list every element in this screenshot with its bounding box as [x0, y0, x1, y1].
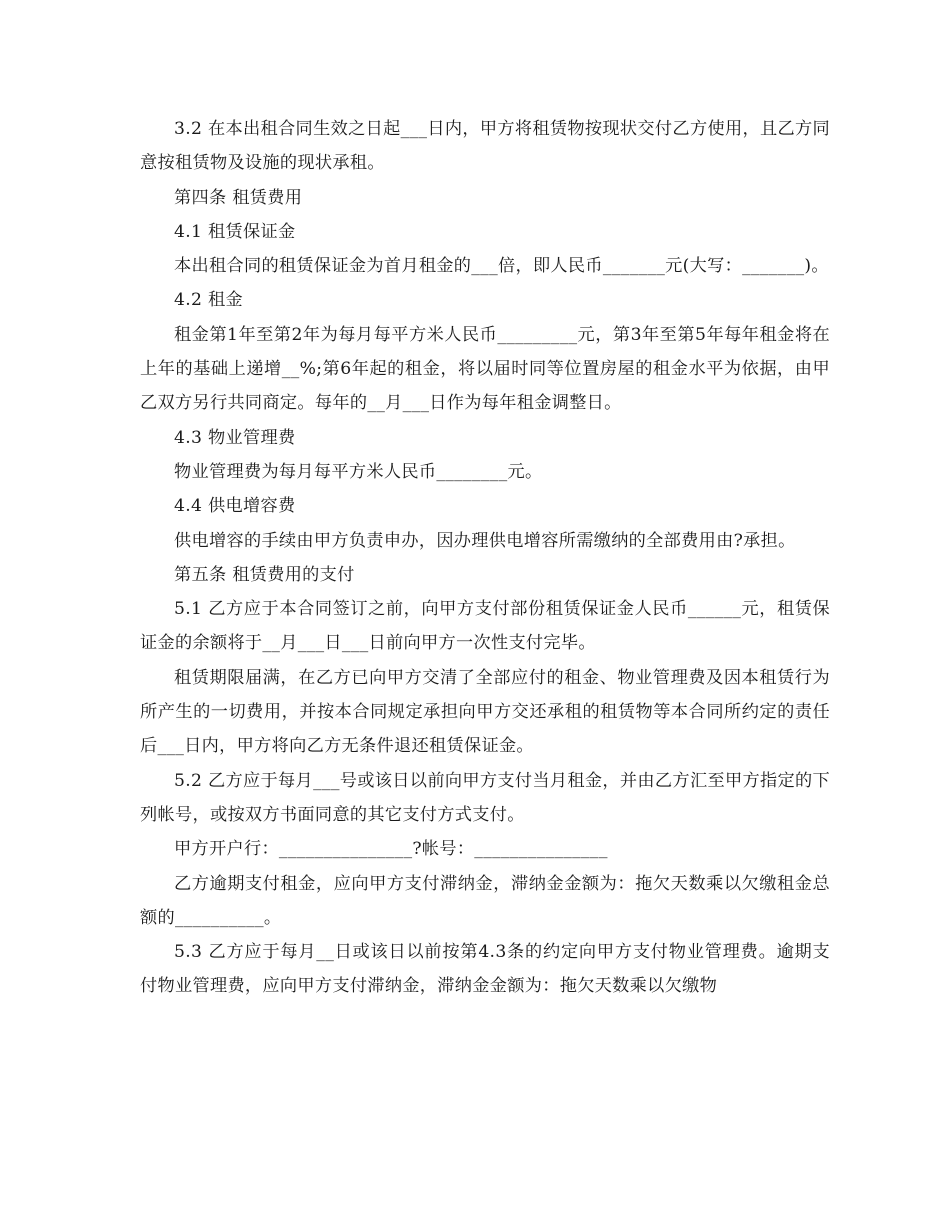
clause-5-1: 5.1 乙方应于本合同签订之前，向甲方支付部份租赁保证金人民币______元，租赁保证金的余额将于__月___日___日前向甲方一次性支付完毕。: [140, 599, 830, 654]
clause-4-3-heading: 4.3 物业管理费: [174, 427, 296, 448]
clause-4-4-text: 供电增容的手续由甲方负责申办，因办理供电增容所需缴纳的全部费用由?承担。: [174, 530, 796, 551]
clause-5-2: 5.2 乙方应于每月___号或该日以前向甲方支付当月租金，并由乙方汇至甲方指定的下列帐号，或按双方书面同意的其它支付方式支付。: [140, 770, 830, 825]
clause-5-3: 5.3 乙方应于每月__日或该日以前按第4.3条的约定向甲方支付物业管理费。逾期支付物业管理费，应向甲方支付滞纳金，滞纳金金额为：拖欠天数乘以欠缴物: [140, 942, 830, 997]
clause-4-1-text: 本出租合同的租赁保证金为首月租金的___倍，即人民币_______元(大写：_______)。: [174, 256, 829, 277]
article-5-heading: 第五条 租赁费用的支付: [174, 564, 355, 585]
clause-3-2: 3.2 在本出租合同生效之日起___日内，甲方将租赁物按现状交付乙方使用，且乙方同意按租赁物及设施的现状承租。: [140, 119, 830, 174]
late-rent-penalty-paragraph: 乙方逾期支付租金，应向甲方支付滞纳金，滞纳金金额为：拖欠天数乘以欠缴租金总额的__________。: [140, 873, 830, 928]
clause-4-2-heading: 4.2 租金: [174, 290, 243, 311]
document-page: [140, 112, 830, 1004]
bank-account-line: 甲方开户行：_______________?帐号：_______________: [174, 839, 608, 860]
clause-4-1-heading: 4.1 租赁保证金: [174, 221, 296, 242]
clause-4-4-heading: 4.4 供电增容费: [174, 496, 296, 517]
deposit-refund-paragraph: 租赁期限届满，在乙方已向甲方交清了全部应付的租金、物业管理费及因本租赁行为所产生的一切费用，并按本合同规定承担向甲方交还承租的租赁物等本合同所约定的责任后___日内，甲方将向乙方无条件退还租赁保证金。: [140, 667, 830, 757]
clause-4-2-text: 租金第1年至第2年为每月每平方米人民币_________元，第3年至第5年每年租金将在上年的基础上递增__%;第6年起的租金，将以届时同等位置房屋的租金水平为依据，由甲乙双方另行共同商定。每年的__月___日作为每年租金调整日。: [140, 324, 830, 414]
article-4-heading: 第四条 租赁费用: [174, 187, 303, 208]
clause-4-3-text: 物业管理费为每月每平方米人民币________元。: [174, 461, 543, 482]
